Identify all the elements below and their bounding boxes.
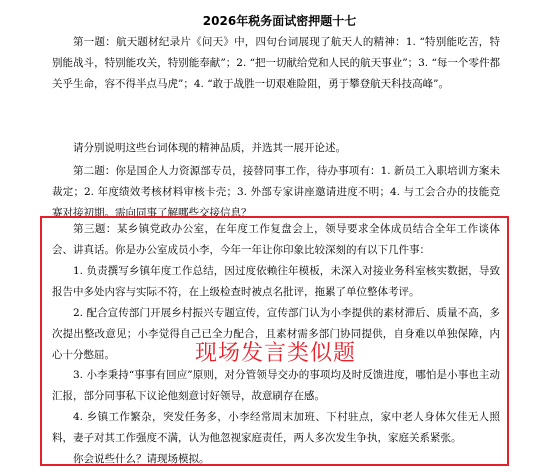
question-3-prompt: 你会说些什么？请现场模拟。 <box>73 453 210 465</box>
question-3-item-2: 2. 配合宣传部门开展乡村振兴专题宣传，宣传部门认为小李提供的素材滞后、质量不高，多次提出整改意见；小李觉得自己已全力配合，且素材需多部门协同提供，自身难以单独保障，内心十分憋屈。 <box>52 307 500 361</box>
question-3-intro: 第三题：某乡镇党政办公室，在年度工作复盘会上，领导要求全体成员结合全年工作谈体会、讲真话。你是办公室成员小李，今年一年让你印象比较深刻的有以下几件事： <box>52 223 500 256</box>
document-title: 2026年税务面试密押题十七 <box>202 14 357 28</box>
question-3-item-4: 4. 乡镇工作繁杂，突发任务多，小李经常周末加班、下村驻点，家中老人身体欠佳无人照料，妻子对其工作强度不满，认为他忽视家庭责任，两人多次发生争执，家庭关系紧张。 <box>52 411 500 444</box>
question-1-prompt: 请分别说明这些台词体现的精神品质，并选其一展开论述。 <box>73 142 346 154</box>
question-3-item-1: 1. 负责撰写乡镇年度工作总结，因过度依赖往年模板，未深入对接业务科室核实数据，导致报告中多处内容与实际不符，在上级检查时被点名批评，拖累了单位整体考评。 <box>52 265 500 298</box>
question-1-text: 第一题：航天题材纪录片《问天》中，四句台词展现了航天人的精神：1. “特别能吃苦，特别能战斗，特别能攻关，特别能奉献”；2. “把一切献给党和人民的航天事业”；3. “每一个零件都关乎生命，容不得半点马虎”；4. “敢于战胜一切艰难险阻，勇于攀登航天科技高峰”。 <box>52 36 500 90</box>
question-2-text: 第二题：你是国企人力资源部专员，接替同事工作，待办事项有：1. 新员工入职培训方案未裁定；2. 年度绩效考核材料审核卡壳；3. 外部专家讲座邀请进度不明；4. 与工会合办的技能竞赛对接初期。需向同事了解哪些交接信息？ <box>52 165 500 219</box>
question-3-item-3: 3. 小李秉持“事事有回应”原则，对分管领导交办的事项均及时反馈进度，哪怕是小事也主动汇报，部分同事私下议论他刻意讨好领导，故意刷存在感。 <box>52 369 500 402</box>
overlay-annotation-label: 现场发言类似题 <box>195 341 357 366</box>
